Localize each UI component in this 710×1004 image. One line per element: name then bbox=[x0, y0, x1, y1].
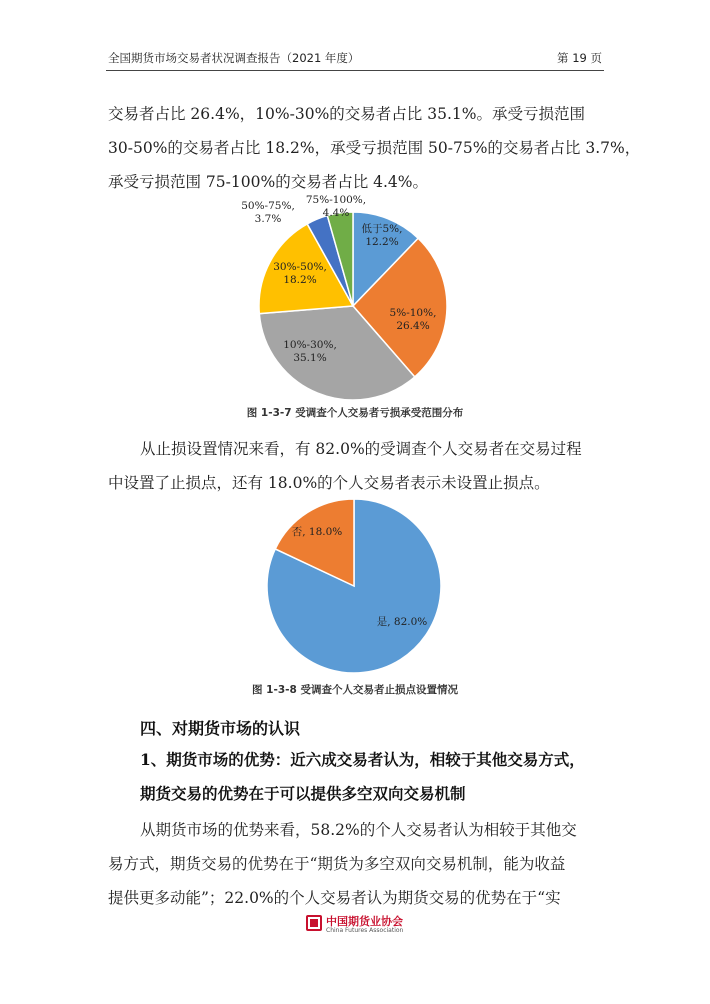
pie-slice-label: 30%-50%, 18.2% bbox=[273, 261, 327, 286]
paragraph-line: 承受亏损范围 75-100%的交易者占比 4.4%。 bbox=[108, 173, 429, 191]
page-number: 第 19 页 bbox=[557, 51, 602, 65]
paragraph-line: 交易者占比 26.4%，10%-30%的交易者占比 35.1%。承受亏损范围 bbox=[108, 105, 585, 123]
paragraph-line: 易方式，期货交易的优势在于“期货为多空双向交易机制，能为收益 bbox=[108, 855, 566, 873]
sub-heading: 1、期货市场的优势：近六成交易者认为，相较于其他交易方式， bbox=[140, 750, 585, 769]
pie-slice-label: 否, 18.0% bbox=[291, 526, 343, 538]
pie-slice-label: 是, 82.0% bbox=[376, 616, 428, 628]
pie-slice-label: 75%-100%, 4.4% bbox=[305, 194, 367, 219]
paragraph-line: 中设置了止损点，还有 18.0%的个人交易者表示未设置止损点。 bbox=[108, 474, 550, 492]
section-heading: 四、对期货市场的认识 bbox=[140, 719, 301, 738]
pie-slice-label: 5%-10%, 26.4% bbox=[389, 307, 437, 332]
paragraph-line: 提供更多动能”；22.0%的个人交易者认为期货交易的优势在于“实 bbox=[108, 889, 561, 907]
sub-heading: 期货交易的优势在于可以提供多空双向交易机制 bbox=[140, 784, 466, 803]
footer-org-name: 中国期货业协会 bbox=[326, 915, 403, 928]
pie-slice-label: 低于5%, 12.2% bbox=[361, 223, 403, 248]
paragraph-line: 从期货市场的优势来看，58.2%的个人交易者认为相较于其他交 bbox=[140, 821, 577, 839]
paragraph-line: 从止损设置情况来看，有 82.0%的受调查个人交易者在交易过程 bbox=[140, 440, 582, 458]
pie-slice-label: 50%-75%, 3.7% bbox=[241, 200, 295, 225]
footer-org-name-en: China Futures Association bbox=[326, 927, 404, 934]
pie-slice-label: 10%-30%, 35.1% bbox=[283, 339, 337, 364]
figure-caption: 图 1-3-8 受调查个人交易者止损点设置情况 bbox=[252, 684, 458, 696]
figure-caption: 图 1-3-7 受调查个人交易者亏损承受范围分布 bbox=[246, 407, 464, 419]
cfa-logo-icon bbox=[306, 915, 322, 931]
page-header-title: 全国期货市场交易者状况调查报告（2021 年度） bbox=[108, 51, 360, 65]
paragraph-line: 30-50%的交易者占比 18.2%，承受亏损范围 50-75%的交易者占比 3.7%， bbox=[108, 139, 641, 157]
